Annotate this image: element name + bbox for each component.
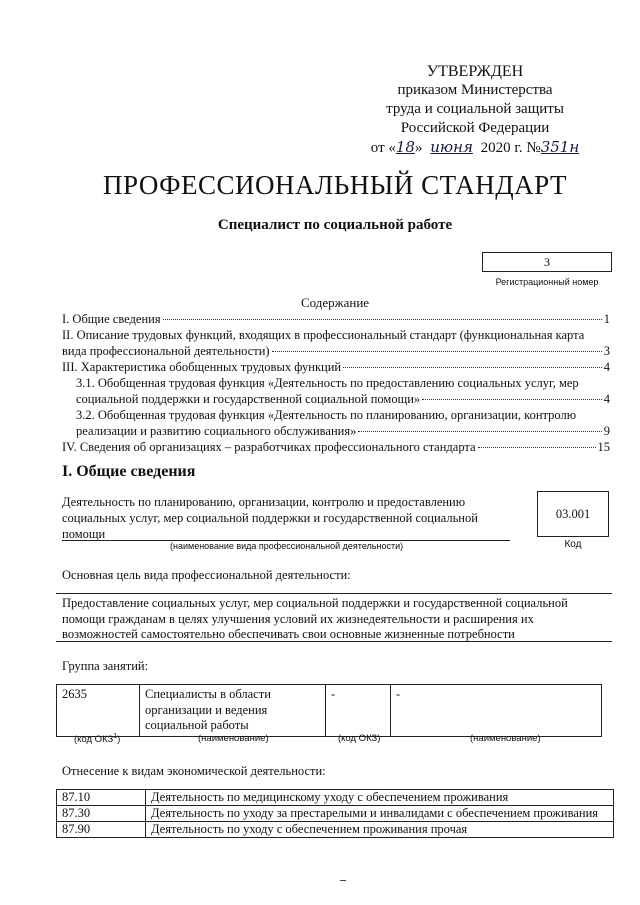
toc-item-page: 3	[603, 344, 610, 358]
registration-number-label: Регистрационный номер	[495, 277, 599, 287]
okved-label: Отнесение к видам экономической деятельности:	[62, 764, 326, 778]
table-row	[57, 790, 614, 806]
toc-item-page: 4	[603, 392, 610, 406]
activity-caption: (наименование вида профессиональной деятельности)	[170, 541, 404, 551]
date-month: июня	[430, 138, 473, 156]
goal-line: Предоставление социальных услуг, мер социальной поддержки и государственной социальной	[62, 596, 568, 610]
goal-line: помощи гражданам в целях улучшения условий их жизнедеятельности и расширения их	[62, 611, 534, 626]
okz-name-line: Специалисты в области	[145, 687, 271, 701]
approval-date-line	[360, 138, 590, 158]
date-mid: »	[414, 140, 423, 156]
toc-item-page: 1	[603, 312, 610, 326]
toc-item-text: IV. Сведения об организациях – разработчиках профессионального стандарта	[62, 440, 476, 454]
okz-code-caption-2: (код ОКЗ)	[338, 733, 381, 744]
toc-item-text-cont: социальной поддержки и государственной социальной помощи»	[76, 392, 421, 406]
toc-item-text: 3.2. Обобщенная трудовая функция «Деятельность по планированию, организации, контролю	[76, 408, 577, 422]
approval-line-3: труда и социальной защиты	[386, 101, 564, 117]
approval-block	[360, 62, 590, 158]
okz-code-cell-2: -	[326, 685, 391, 737]
goal-label: Основная цель вида профессиональной деятельности:	[62, 568, 351, 582]
toc-item-page: 9	[603, 424, 610, 438]
caption-text: (код ОКЗ	[74, 734, 114, 746]
caption-end: )	[117, 734, 121, 746]
toc-heading: Содержание	[300, 295, 370, 310]
okz-name-line: социальной работы	[145, 718, 249, 732]
table-row	[57, 685, 602, 737]
toc-item[interactable]	[62, 439, 610, 455]
section-heading: I. Общие сведения	[62, 463, 196, 480]
order-number: 351н	[540, 138, 580, 156]
activity-code-box: 03.001	[537, 491, 609, 537]
date-year: 2020 г. №	[480, 140, 541, 156]
okved-code: 87.10	[57, 790, 146, 806]
date-day: 18	[395, 138, 415, 156]
group-label: Группа занятий:	[62, 659, 149, 673]
okz-name-cell-2: -	[391, 685, 602, 737]
okz-name-line: организации и ведения	[145, 702, 268, 717]
occupation-group-table	[56, 684, 602, 737]
activity-code-caption: Код	[564, 539, 582, 550]
okved-code: 87.30	[57, 806, 146, 822]
approval-line-2: приказом Министерства	[397, 82, 553, 98]
table-of-contents	[62, 311, 610, 455]
okz-code-caption	[74, 733, 120, 745]
toc-item[interactable]	[62, 407, 610, 439]
approval-line-4: Российской Федерации	[400, 120, 550, 136]
toc-item-page: 15	[597, 440, 610, 454]
registration-number-box: 3	[482, 252, 612, 272]
activity-name: Деятельность по планированию, организации, контролю и предоставлению социальных услуг, мер социальной поддержки и государственной социальной помощи	[62, 495, 478, 541]
table-row	[57, 822, 614, 838]
toc-item[interactable]	[62, 359, 610, 375]
toc-item-text-cont: вида профессиональной деятельности)	[62, 344, 270, 358]
table-row	[57, 806, 614, 822]
page-title: ПРОФЕССИОНАЛЬНЫЙ СТАНДАРТ	[102, 170, 568, 200]
toc-item-text: 3.1. Обобщенная трудовая функция «Деятельность по предоставлению социальных услуг, мер	[76, 376, 579, 390]
page-subtitle: Специалист по социальной работе	[217, 217, 453, 233]
okz-name-caption-2: (наименование)	[470, 733, 541, 744]
toc-item-text: I. Общие сведения	[62, 312, 161, 326]
okved-name: Деятельность по уходу за престарелыми и инвалидами с обеспечением проживания	[146, 806, 614, 822]
toc-item[interactable]	[62, 311, 610, 327]
toc-item-text-cont: реализации и развитию социального обслуживания»	[76, 424, 357, 438]
okz-name-cell	[140, 685, 326, 737]
okved-name: Деятельность по медицинскому уходу с обеспечением проживания	[146, 790, 614, 806]
okved-name: Деятельность по уходу с обеспечением проживания прочая	[146, 822, 614, 838]
toc-item-text: III. Характеристика обобщенных трудовых функций	[62, 360, 342, 374]
toc-item[interactable]	[62, 375, 610, 407]
toc-item[interactable]	[62, 327, 610, 359]
toc-item-page: 4	[603, 360, 610, 374]
page-mark	[340, 880, 346, 881]
okved-code: 87.90	[57, 822, 146, 838]
okz-name-caption: (наименование)	[198, 733, 269, 744]
goal-line: возможностей самостоятельно обеспечивать свои основные жизненные потребности	[62, 627, 515, 641]
okved-table	[56, 789, 614, 838]
goal-text	[62, 596, 610, 643]
date-prefix: от «	[370, 140, 396, 156]
toc-item-text: II. Описание трудовых функций, входящих в профессиональный стандарт (функциональная карта	[62, 328, 585, 342]
okz-code-cell: 2635	[57, 685, 140, 737]
footnote-mark: 1	[113, 733, 118, 740]
approval-title: УТВЕРЖДЕН	[426, 63, 524, 80]
